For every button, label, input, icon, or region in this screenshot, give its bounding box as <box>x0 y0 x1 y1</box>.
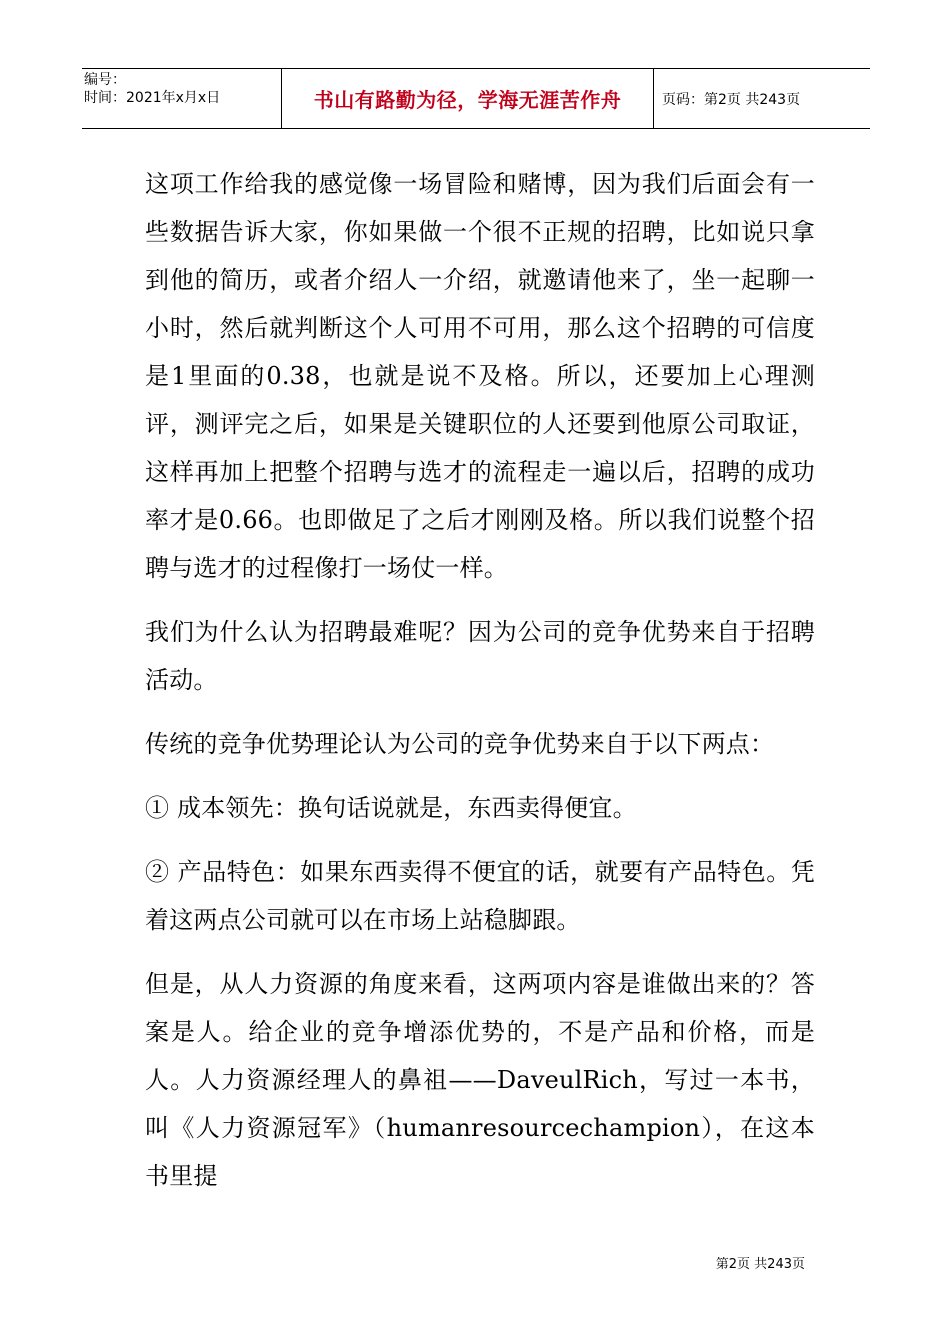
header-motto: 书山有路勤为径，学海无涯苦作舟 <box>282 69 654 128</box>
time-label: 时间：2021年x月x日 <box>84 90 221 106</box>
document-body <box>145 160 815 1216</box>
paragraph: 但是，从人力资源的角度来看，这两项内容是谁做出来的？答案是人。给企业的竞争增添优势的，不是产品和价格，而是人。人力资源经理人的鼻祖——DaveulRich，写过一本书，叫《人力资源冠军》（humanresourcechampion），在这本书里提 <box>145 970 815 1190</box>
paragraph: 这项工作给我的感觉像一场冒险和赌博，因为我们后面会有一些数据告诉大家，你如果做一个很不正规的招聘，比如说只拿到他的简历，或者介绍人一介绍，就邀请他来了，坐一起聊一小时，然后就判断这个人可用不可用，那么这个招聘的可信度是1里面的0.38，也就是说不及格。所以，还要加上心理测评，测评完之后，如果是关键职位的人还要到他原公司取证，这样再加上把整个招聘与选才的流程走一遍以后，招聘的成功率才是0.66。也即做足了之后才刚刚及格。所以我们说整个招聘与选才的过程像打一场仗一样。 <box>145 170 815 582</box>
number-label: 编号： <box>84 72 126 88</box>
paragraph: ① 成本领先：换句话说就是，东西卖得便宜。 <box>145 794 637 822</box>
page-header <box>82 68 870 129</box>
page-footer: 第2页 共243页 <box>715 1257 805 1272</box>
header-page-number: 页码：第2页 共243页 <box>662 91 801 108</box>
paragraph: 传统的竞争优势理论认为公司的竞争优势来自于以下两点： <box>145 730 775 758</box>
paragraph: 我们为什么认为招聘最难呢？因为公司的竞争优势来自于招聘活动。 <box>145 618 815 694</box>
paragraph: ② 产品特色：如果东西卖得不便宜的话，就要有产品特色。凭着这两点公司就可以在市场上站稳脚跟。 <box>145 858 815 934</box>
header-meta <box>82 69 282 128</box>
